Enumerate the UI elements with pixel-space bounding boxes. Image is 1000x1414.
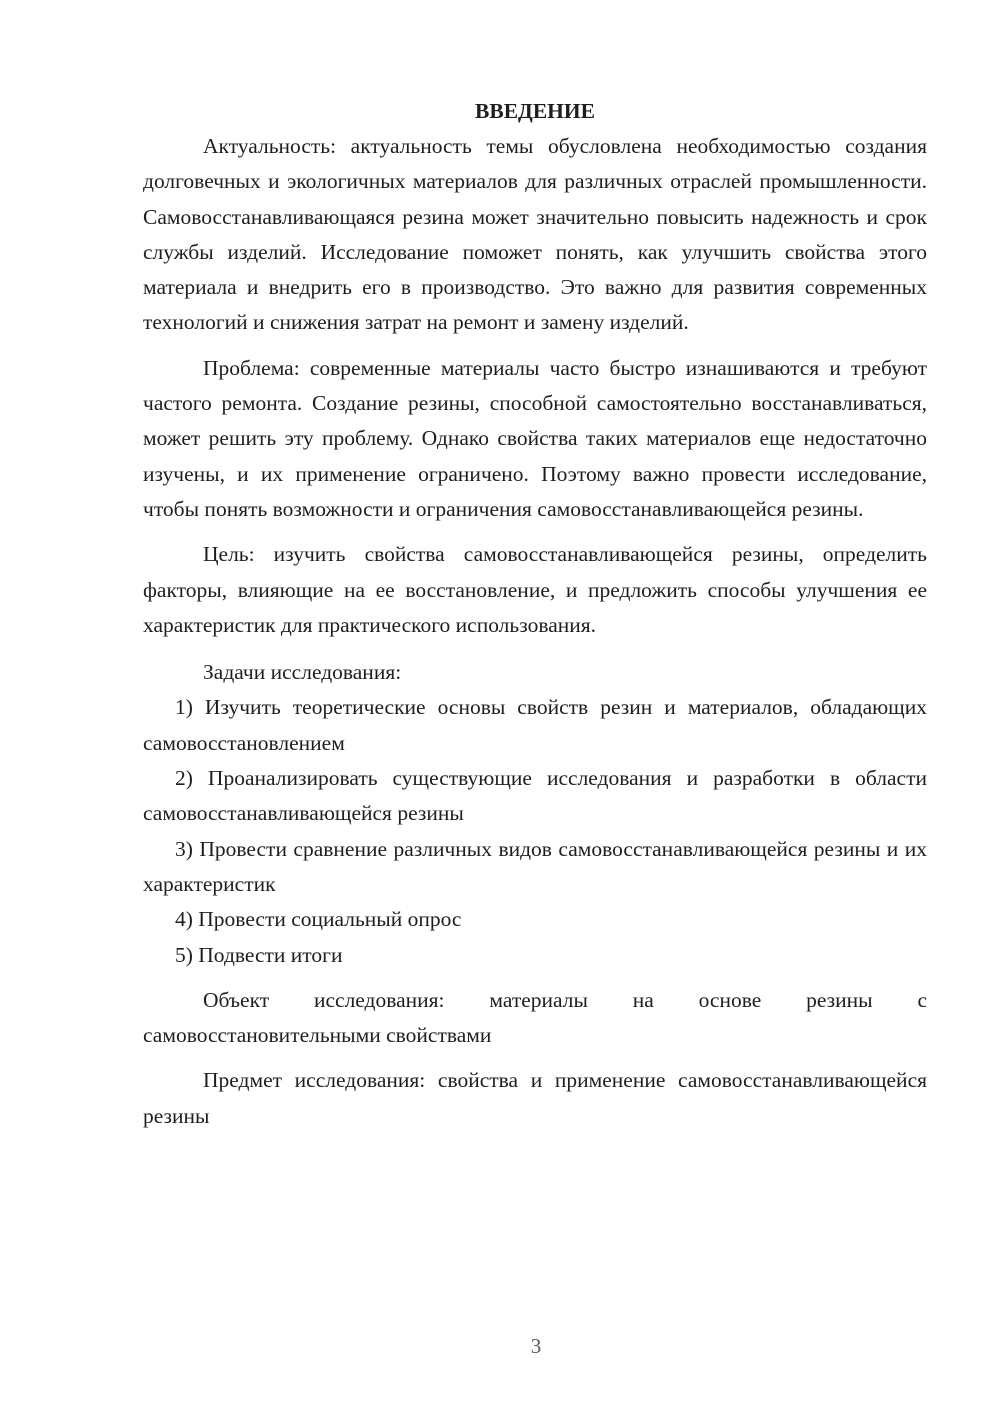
subject-paragraph: Предмет исследования: свойства и применение самовосстанавливающейся резины: [143, 1068, 927, 1128]
task-item-4: 4) Провести социальный опрос: [175, 907, 462, 932]
tasks-heading: Задачи исследования:: [203, 660, 402, 685]
task-item-1: 1) Изучить теоретические основы свойств резин и материалов, обладающих самовосстановлением: [143, 695, 927, 755]
relevance-paragraph: Актуальность: актуальность темы обусловлена необходимостью создания долговечных и экологичных материалов для различных отраслей промышленности. Самовосстанавливающаяся резина может значительно повысить надежность и срок службы изделий. Исследование поможет понять, как улучшить свойства этого материала и внедрить его в производство. Это важно для развития современных технологий и снижения затрат на ремонт и замену изделий.: [143, 134, 927, 335]
task-item-2: 2) Проанализировать существующие исследования и разработки в области самовосстанавливающейся резины: [143, 766, 927, 826]
section-heading: ВВЕДЕНИЕ: [475, 99, 595, 123]
page-number: 3: [530, 1334, 542, 1358]
task-item-3: 3) Провести сравнение различных видов самовосстанавливающейся резины и их характеристик: [143, 836, 927, 896]
problem-paragraph: Проблема: современные материалы часто быстро изнашиваются и требуют частого ремонта. Создание резины, способной самостоятельно восстанавливаться, может решить эту проблему. Однако свойства таких материалов еще недостаточно изучены, и их применение ограничено. Поэтому важно провести исследование, чтобы понять возможности и ограничения самовосстанавливающейся резины.: [143, 355, 927, 521]
object-paragraph: Объект исследования: материалы на основе резины с самовосстановительными свойствами: [143, 987, 927, 1048]
task-item-5: 5) Подвести итоги: [175, 942, 343, 967]
page-content: [143, 94, 927, 1134]
goal-paragraph: Цель: изучить свойства самовосстанавливающейся резины, определить факторы, влияющие на ее восстановление, и предложить способы улучшения ее характеристик для практического использования.: [143, 542, 927, 637]
